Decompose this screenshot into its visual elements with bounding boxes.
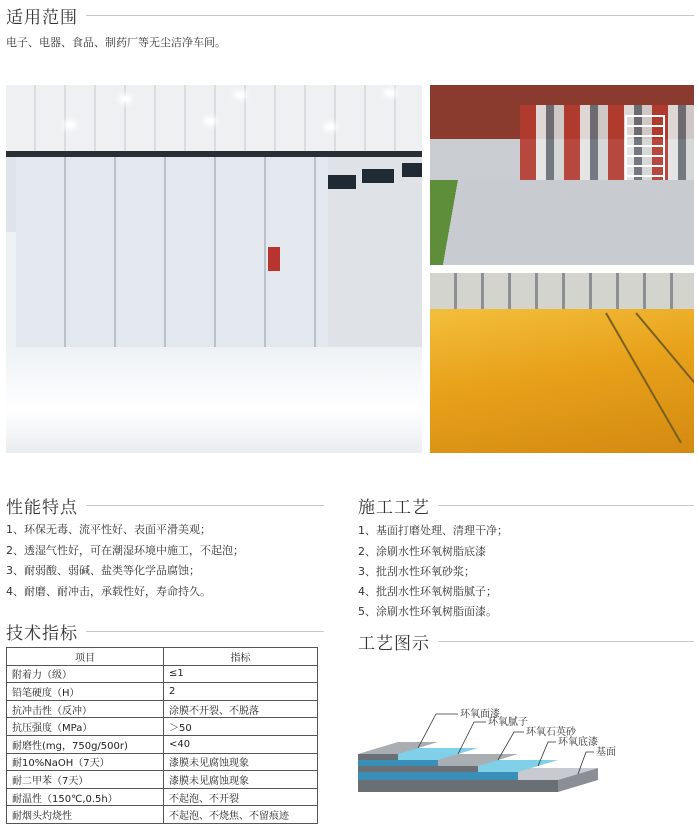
spec-name: 耐烟头灼烧性 bbox=[7, 806, 164, 824]
layer-sand-front bbox=[358, 766, 478, 772]
table-row bbox=[7, 735, 318, 753]
table-row bbox=[7, 700, 318, 718]
layer-diagram bbox=[358, 700, 678, 810]
column-header-value: 指标 bbox=[164, 648, 318, 666]
spec-value: 2 bbox=[164, 683, 318, 701]
feature-item: 4、耐磨、耐冲击，承载性好，寿命持久。 bbox=[6, 585, 211, 598]
photo-hangar-floor bbox=[6, 85, 422, 453]
spec-name: 耐二甲苯（7天） bbox=[7, 771, 164, 789]
process-item: 1、基面打磨处理、清理干净； bbox=[358, 524, 508, 537]
spec-value: 漆膜未见腐蚀现象 bbox=[164, 753, 318, 771]
spec-name: 抗冲击性（反冲） bbox=[7, 700, 164, 718]
scope-header bbox=[6, 3, 694, 28]
layer-label: 基面 bbox=[596, 747, 616, 758]
specs-header bbox=[6, 619, 324, 644]
table-row bbox=[7, 771, 318, 789]
layer-label: 环氧石英砂 bbox=[526, 727, 576, 738]
process-item: 5、涂刷水性环氧树脂面漆。 bbox=[358, 605, 497, 618]
process-item: 3、批刮水性环氧砂浆； bbox=[358, 565, 475, 578]
layer-label: 环氧底漆 bbox=[558, 737, 598, 748]
table-row bbox=[7, 788, 318, 806]
scope-description: 电子、电器、食品、制药厂等无尘洁净车间。 bbox=[6, 36, 226, 49]
scope-title: 适用范围 bbox=[6, 8, 78, 28]
layer-label: 环氧腻子 bbox=[488, 717, 528, 728]
column-header-item: 项目 bbox=[7, 648, 164, 666]
photo-yellow-floor bbox=[430, 273, 694, 453]
table-row bbox=[7, 683, 318, 701]
layer-topcoat-front bbox=[358, 754, 398, 760]
feature-item: 1、环保无毒、流平性好、表面平滑美观； bbox=[6, 523, 211, 536]
divider bbox=[86, 631, 324, 632]
table-row bbox=[7, 665, 318, 683]
process-item: 2、涂刷水性环氧树脂底漆 bbox=[358, 545, 486, 558]
specs-title: 技术指标 bbox=[6, 624, 78, 644]
table-row bbox=[7, 718, 318, 736]
layer-base-front bbox=[358, 780, 558, 792]
table-row bbox=[7, 753, 318, 771]
spec-value: 不起泡、不开裂 bbox=[164, 788, 318, 806]
table-header-row bbox=[7, 648, 318, 666]
spec-name: 耐10%NaOH（7天） bbox=[7, 753, 164, 771]
divider bbox=[438, 641, 694, 642]
spec-name: 附着力（级） bbox=[7, 665, 164, 683]
feature-item: 2、透湿气性好，可在潮湿环境中施工，不起泡； bbox=[6, 544, 244, 557]
layer-primer-front bbox=[358, 772, 518, 780]
spec-name: 耐温性（150℃,0.5h） bbox=[7, 788, 164, 806]
layer-label: 环氧面漆 bbox=[460, 709, 500, 720]
divider bbox=[86, 15, 694, 16]
layer-putty-front bbox=[358, 760, 438, 766]
process-item: 4、批刮水性环氧树脂腻子； bbox=[358, 585, 497, 598]
features-header bbox=[6, 493, 324, 518]
spec-value: 不起泡、不烧焦、不留痕迹 bbox=[164, 806, 318, 824]
spec-name: 铅笔硬度（H） bbox=[7, 683, 164, 701]
feature-item: 3、耐弱酸、弱碱、盐类等化学品腐蚀； bbox=[6, 564, 200, 577]
diagram-title: 工艺图示 bbox=[358, 634, 430, 654]
spec-value: ≤1 bbox=[164, 665, 318, 683]
table-row bbox=[7, 806, 318, 824]
spec-name: 抗压强度（MPa） bbox=[7, 718, 164, 736]
spec-value: <40 bbox=[164, 735, 318, 753]
spec-table bbox=[6, 647, 318, 824]
features-title: 性能特点 bbox=[6, 498, 78, 518]
process-header bbox=[358, 493, 694, 518]
divider bbox=[438, 505, 694, 506]
spec-value: ＞50 bbox=[164, 718, 318, 736]
process-title: 施工工艺 bbox=[358, 498, 430, 518]
divider bbox=[86, 505, 324, 506]
spec-name: 耐磨性(mg，750g/500r) bbox=[7, 735, 164, 753]
spec-value: 漆膜未见腐蚀现象 bbox=[164, 771, 318, 789]
photo-factory-floor bbox=[430, 85, 694, 265]
diagram-header bbox=[358, 629, 694, 654]
spec-value: 涂膜不开裂、不脱落 bbox=[164, 700, 318, 718]
